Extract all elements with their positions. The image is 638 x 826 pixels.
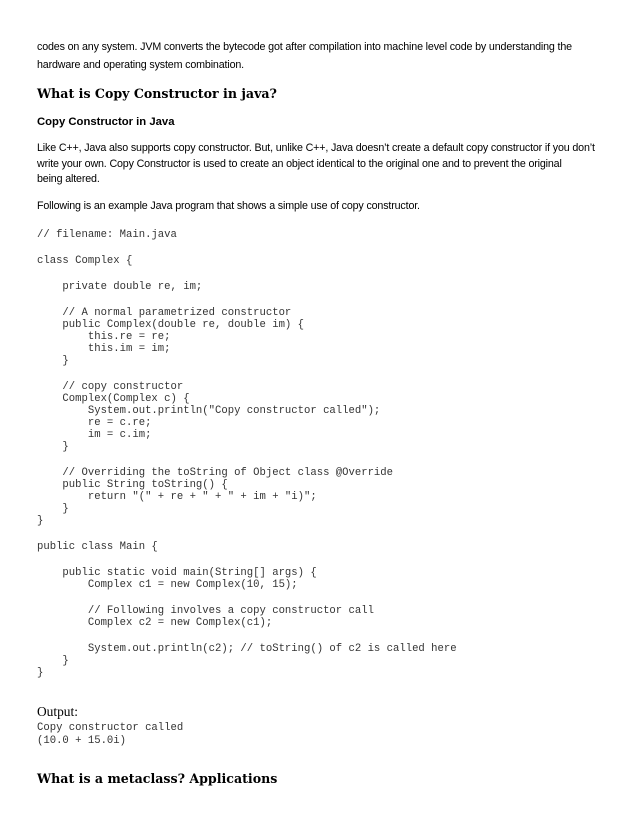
- code-line: // filename: Main.java: [37, 229, 177, 241]
- code-line: }: [37, 355, 69, 367]
- code-line: Complex c1 = new Complex(10, 15);: [37, 579, 298, 591]
- code-line: this.re = re;: [37, 331, 171, 343]
- intro-paragraph: codes on any system. JVM converts the bytecode got after compilation into machine level code by understanding the hardware and operating system combination.: [37, 41, 572, 71]
- output-label: Output:: [37, 704, 78, 719]
- code-line: }: [37, 503, 69, 515]
- code-line: return "(" + re + " + " + im + "i)";: [37, 491, 317, 503]
- code-line: public static void main(String[] args) {: [37, 567, 317, 579]
- heading-metaclass: What is a metaclass? Applications: [37, 771, 278, 786]
- code-line: }: [37, 655, 69, 667]
- heading-copy-constructor: What is Copy Constructor in java?: [37, 86, 277, 101]
- subheading-copy-constructor: Copy Constructor in Java: [37, 116, 175, 128]
- code-line: System.out.println(c2); // toString() of c2 is called here: [37, 643, 457, 655]
- code-line: }: [37, 515, 44, 527]
- code-line: System.out.println("Copy constructor called");: [37, 405, 381, 417]
- code-line: im = c.im;: [37, 429, 152, 441]
- example-intro-paragraph: Following is an example Java program that shows a simple use of copy constructor.: [37, 200, 420, 212]
- code-line: Complex(Complex c) {: [37, 393, 190, 405]
- output-line: Copy constructor called: [37, 722, 184, 734]
- code-line: public class Main {: [37, 541, 158, 553]
- code-line: }: [37, 441, 69, 453]
- code-line: private double re, im;: [37, 281, 203, 293]
- code-line: this.im = im;: [37, 343, 171, 355]
- code-line: public String toString() {: [37, 479, 228, 491]
- code-line: Complex c2 = new Complex(c1);: [37, 617, 273, 629]
- code-line: // Following involves a copy constructor call: [37, 605, 374, 617]
- copy-constructor-description: Like C++, Java also supports copy constructor. But, unlike C++, Java doesn’t create a default copy constructor if you don’t write your own. Copy Constructor is used to create an object identical to the original one and to prevent the original being altered.: [37, 142, 595, 185]
- code-line: // A normal parametrized constructor: [37, 307, 292, 319]
- code-line: re = c.re;: [37, 417, 152, 429]
- code-line: class Complex {: [37, 255, 133, 267]
- code-line: // copy constructor: [37, 381, 184, 393]
- code-line: }: [37, 667, 44, 679]
- output-line: (10.0 + 15.0i): [37, 735, 127, 747]
- code-line: // Overriding the toString of Object class @Override: [37, 467, 394, 479]
- code-line: public Complex(double re, double im) {: [37, 319, 305, 331]
